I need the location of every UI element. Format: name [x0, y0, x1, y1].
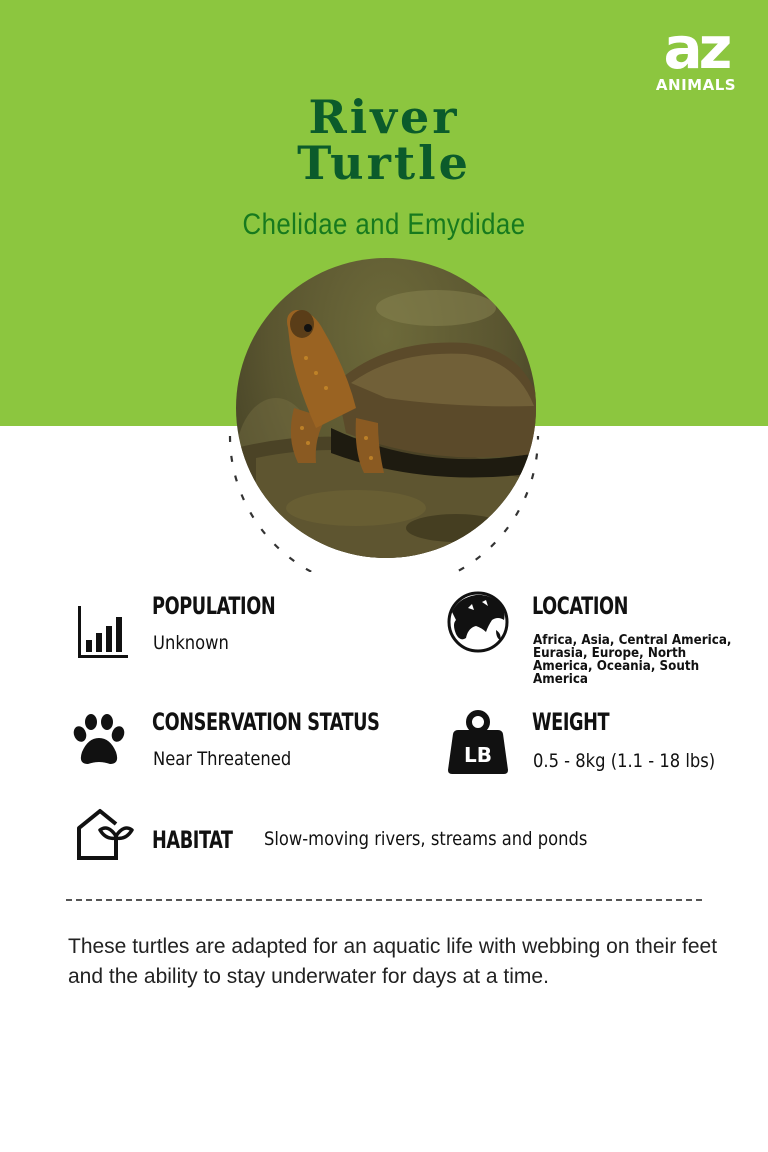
logo-mark: az [663, 14, 729, 82]
habitat-value: Slow-moving rivers, streams and ponds [264, 828, 588, 850]
az-animals-logo[interactable] [650, 14, 742, 94]
bar-chart-icon [76, 604, 130, 660]
weight-value: 0.5 - 8kg (1.1 - 18 lbs) [533, 750, 716, 772]
weight-label: WEIGHT [532, 708, 610, 736]
weight-icon-text: LB [464, 743, 492, 767]
habitat-label: HABITAT [152, 826, 233, 854]
description-text: These turtles are adapted for an aquatic life with webbing on their feet and the ability to stay underwater for days at a time. [68, 935, 718, 988]
globe-icon [446, 590, 510, 654]
scientific-name: Chelidae and Emydidae [242, 208, 526, 241]
house-plant-icon [76, 808, 134, 862]
dashed-divider [66, 899, 702, 901]
page-title [0, 90, 768, 190]
turtle-photo [236, 258, 536, 558]
conservation-value: Near Threatened [153, 748, 292, 770]
conservation-label: CONSERVATION STATUS [152, 708, 380, 736]
weight-lb-icon [446, 710, 510, 776]
logo-wordmark: ANIMALS [655, 76, 737, 94]
paw-icon [72, 712, 126, 768]
title-line-1: River [308, 90, 460, 144]
location-label: LOCATION [532, 592, 629, 620]
location-value: Africa, Asia, Central America, Eurasia, Europe, North America, Oceania, South America [533, 633, 732, 687]
title-line-2: Turtle [297, 136, 471, 190]
turtle-illustration [236, 258, 536, 558]
population-value: Unknown [153, 632, 229, 654]
population-label: POPULATION [152, 592, 276, 620]
